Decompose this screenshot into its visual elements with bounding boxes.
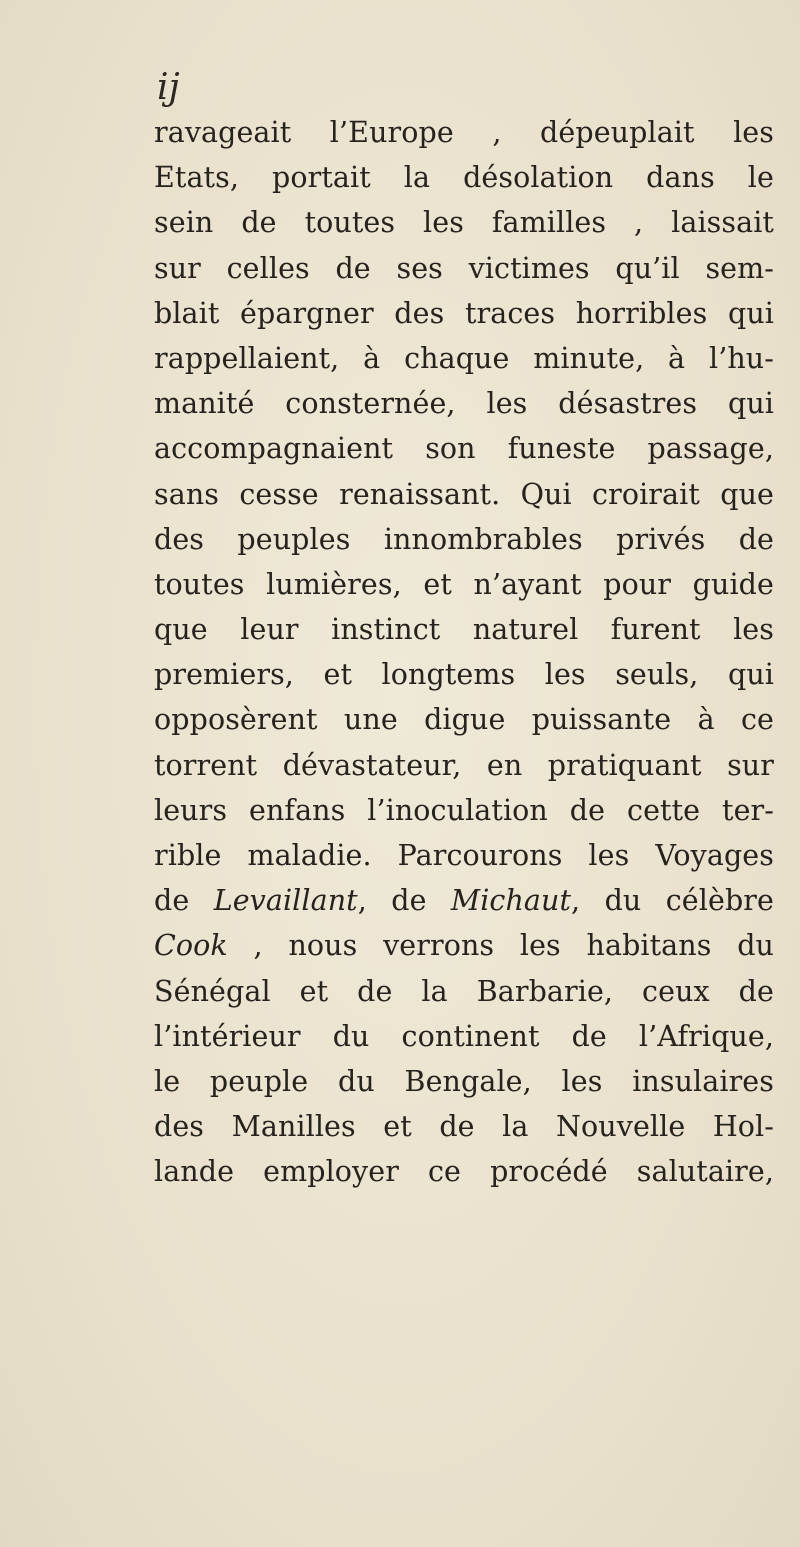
text-line <box>154 562 774 607</box>
page-signature-mark: ij <box>157 67 180 108</box>
italic-name: Levaillant <box>213 884 358 918</box>
text-line <box>154 788 774 833</box>
text-segment: rible maladie. Parcourons les Voyages <box>154 839 774 872</box>
text-line <box>154 607 774 652</box>
text-line <box>154 246 774 291</box>
text-segment: des peuples innombrables privés de <box>154 522 774 556</box>
text-line <box>154 1059 774 1104</box>
text-line <box>154 1104 774 1149</box>
text-segment: blait épargner des traces horribles qui <box>154 296 774 330</box>
text-segment: torrent dévastateur, en pratiquant sur <box>154 748 774 782</box>
text-segment: rappellaient, à chaque minute, à l’hu- <box>154 341 774 375</box>
text-segment: que leur instinct naturel furent les <box>154 613 774 647</box>
text-line <box>154 200 774 245</box>
text-line <box>154 155 774 200</box>
italic-name: Cook <box>154 929 228 963</box>
text-segment: opposèrent une digue puissante à ce <box>154 703 774 737</box>
text-line <box>154 743 774 788</box>
text-segment: toutes lumières, et n’ayant pour guide <box>154 567 774 601</box>
text-line <box>154 833 774 878</box>
text-segment: des Manilles et de la Nouvelle Hol- <box>154 1110 774 1144</box>
text-line <box>154 291 774 336</box>
text-segment: , du célèbre <box>571 884 774 918</box>
text-line <box>154 381 774 426</box>
text-segment: , nous verrons les habitans du <box>227 929 774 963</box>
text-line <box>154 878 774 923</box>
text-line <box>154 472 774 517</box>
text-line <box>154 1014 774 1059</box>
text-line <box>154 110 774 155</box>
text-segment: manité consternée, les désastres qui <box>154 387 774 421</box>
text-segment: Etats, portait la désolation dans le <box>154 161 774 195</box>
text-segment: Sénégal et de la Barbarie, ceux de <box>154 974 774 1008</box>
text-line <box>154 426 774 471</box>
text-segment: sans cesse renaissant. Qui croirait que <box>154 477 774 511</box>
italic-name: Michaut <box>450 884 572 918</box>
text-line <box>154 697 774 742</box>
text-segment: lande employer ce procédé salutaire, <box>154 1155 774 1189</box>
text-segment: premiers, et longtems les seuls, qui <box>154 658 774 692</box>
text-segment: leurs enfans l’inoculation de cette ter- <box>154 793 774 827</box>
text-segment: sur celles de ses victimes qu’il sem- <box>154 251 774 285</box>
text-segment: sein de toutes les familles , laissait <box>154 206 774 240</box>
text-line <box>154 1149 774 1194</box>
text-segment: l’intérieur du continent de l’Afrique, <box>154 1019 774 1053</box>
text-line <box>154 923 774 968</box>
text-segment: ravageait l’Europe , dépeuplait les <box>154 116 774 149</box>
text-line <box>154 517 774 562</box>
text-segment: le peuple du Bengale, les insulaires <box>154 1064 774 1098</box>
text-line <box>154 969 774 1014</box>
body-text <box>154 110 774 1195</box>
text-segment: de <box>154 884 214 918</box>
text-segment: accompagnaient son funeste passage, <box>154 432 774 466</box>
text-line <box>154 336 774 381</box>
text-line <box>154 652 774 697</box>
text-segment: , de <box>357 884 451 918</box>
